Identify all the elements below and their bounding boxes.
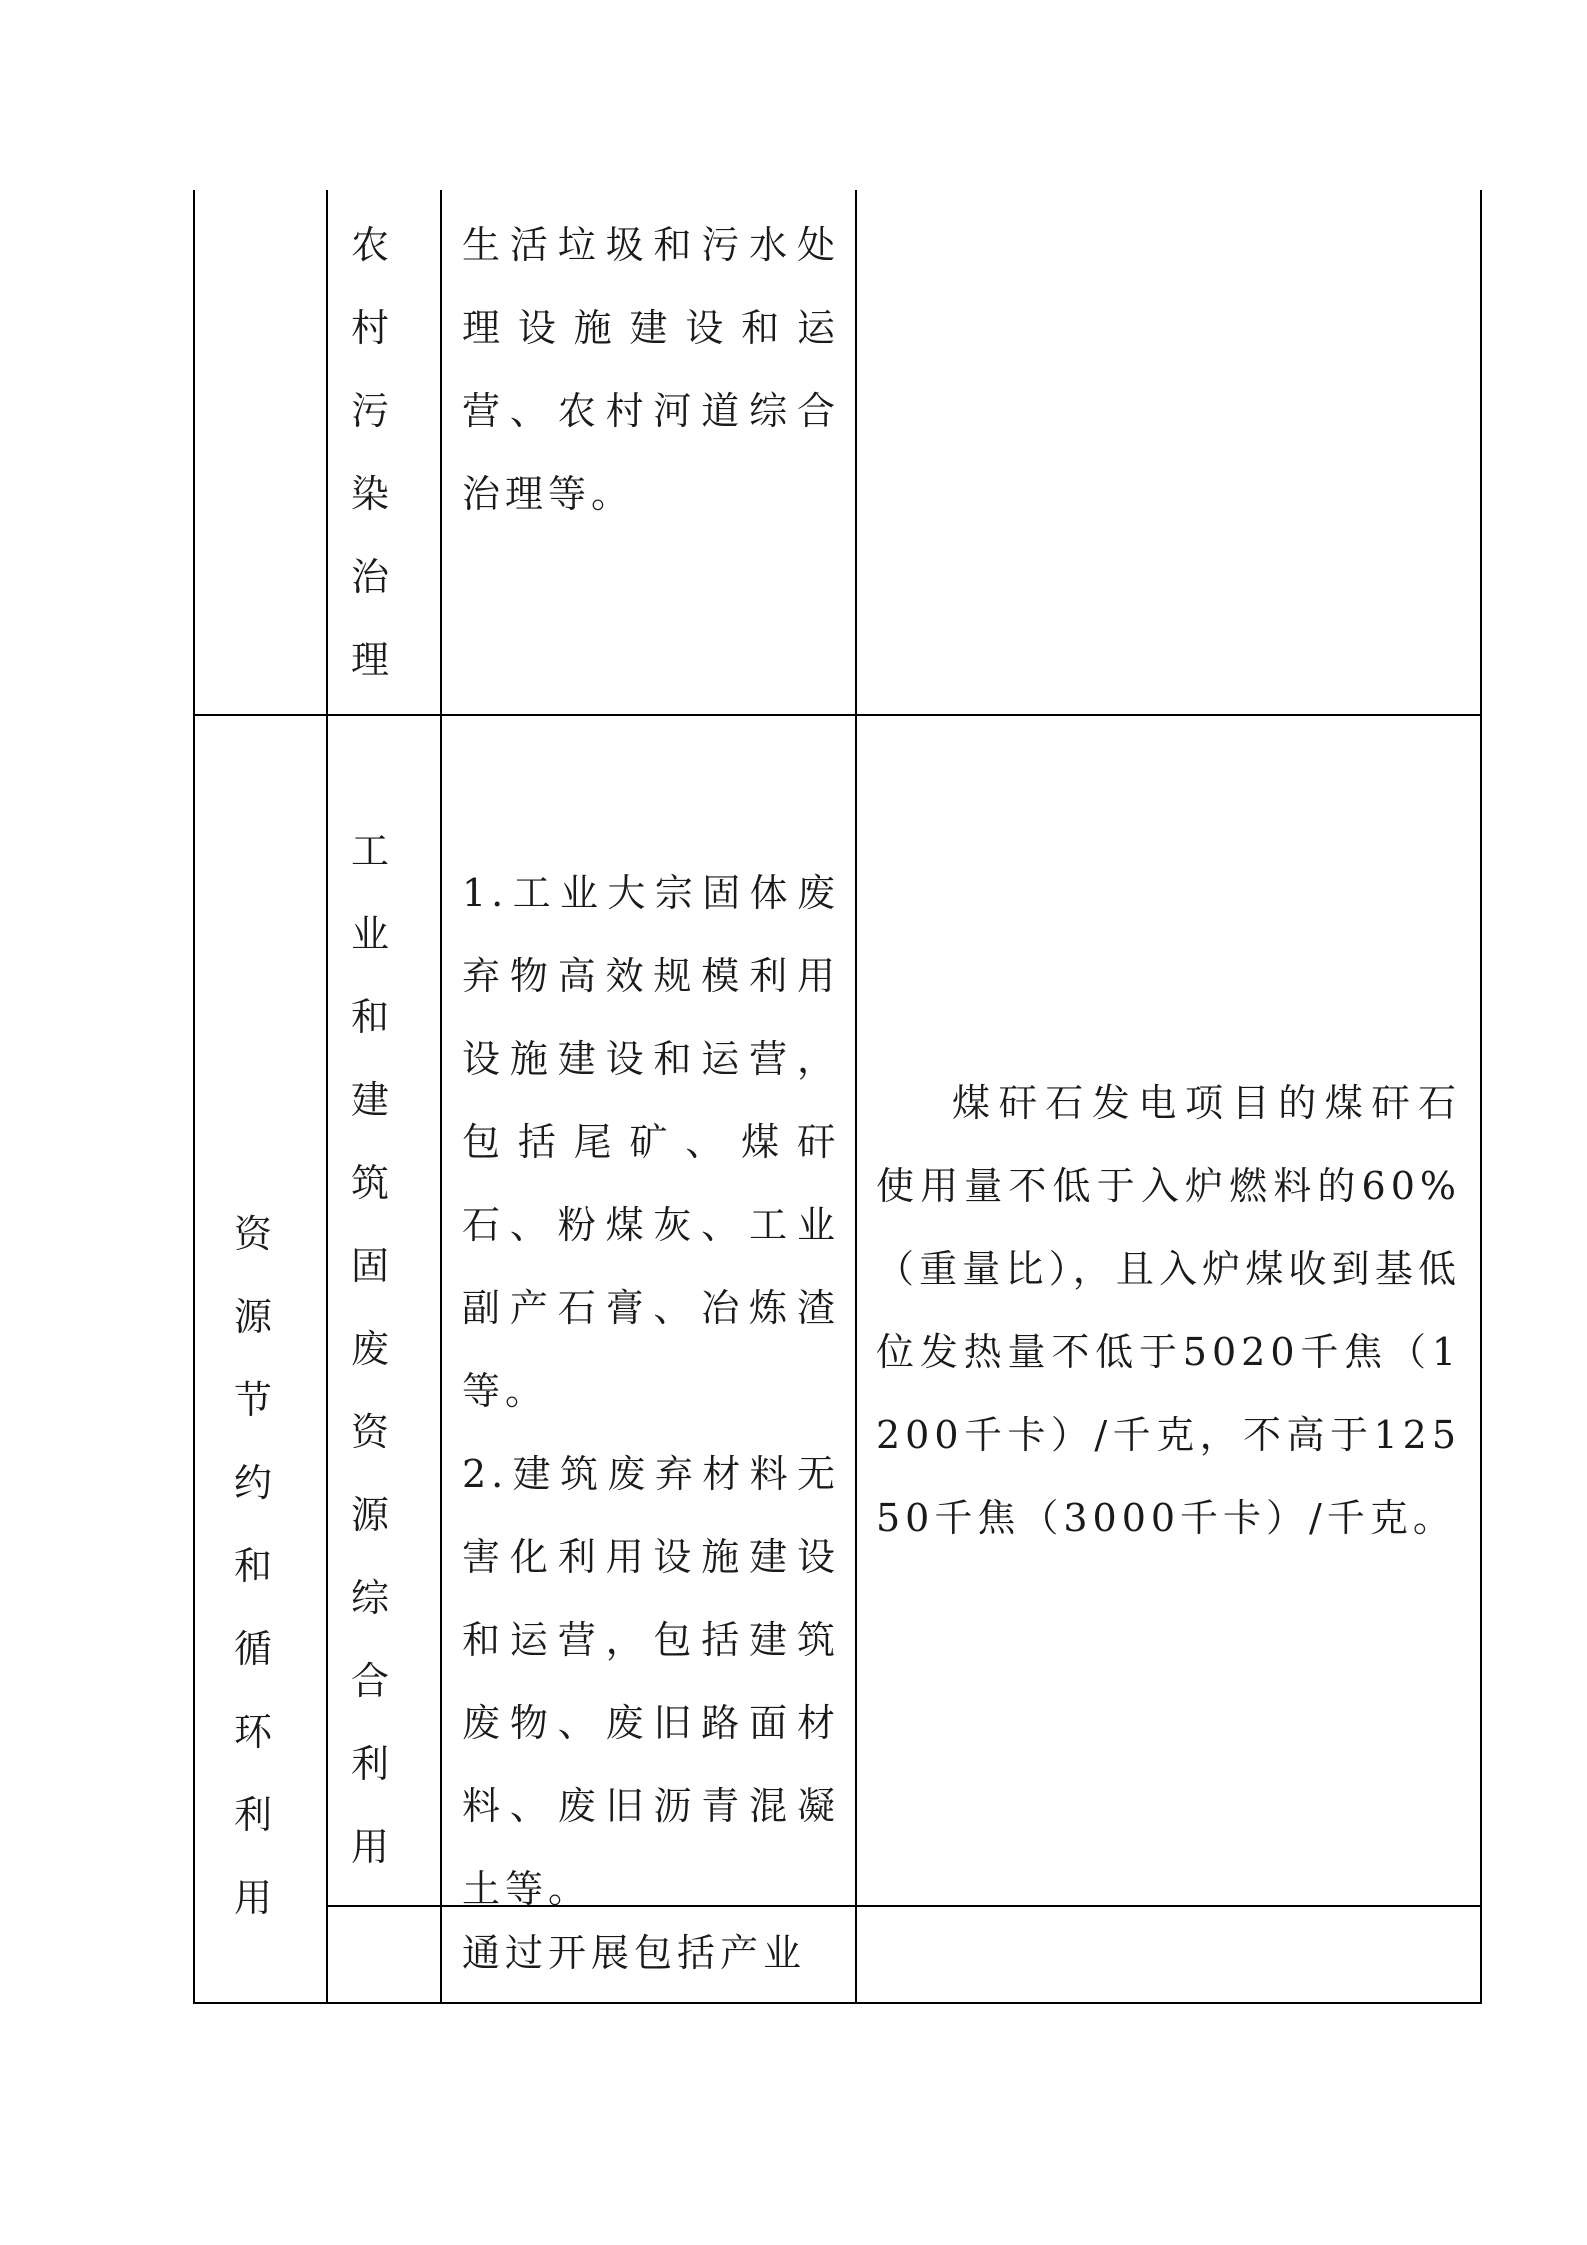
rural-content-cell: 生活垃圾和污水处理设施建设和运营、农村河道综合治理等。 bbox=[462, 223, 840, 516]
next-content-cell: 通过开展包括产业 bbox=[462, 1931, 807, 1975]
content-item-2: 2.建筑废弃材料无害化利用设施建设和运营，包括建筑废物、废旧路面材料、废旧沥青混凝土等。 bbox=[462, 1452, 840, 1911]
table-border-col2 bbox=[440, 190, 442, 2003]
resource-content-cell bbox=[462, 852, 840, 1931]
table-border-bottom bbox=[193, 2002, 1482, 2004]
content-item-1: 1.工业大宗固体废弃物高效规模利用设施建设和运营，包括尾矿、煤矸石、粉煤灰、工业副产石膏、冶炼渣等。 bbox=[462, 871, 840, 1413]
table-border-col3 bbox=[855, 190, 857, 2003]
table-row-divider-1 bbox=[193, 714, 1482, 716]
resource-subcategory-cell: 工业和建筑固废资源综合利用 bbox=[350, 829, 389, 1869]
table-border-col1 bbox=[326, 190, 328, 2003]
table-border-right bbox=[1480, 190, 1482, 2003]
resource-criteria-cell: 煤矸石发电项目的煤矸石使用量不低于入炉燃料的60%（重量比），且入炉煤收到基低位发热量不低于5020千焦（1200千卡）/千克，不高于12550千焦（3000千卡）/千克。 bbox=[876, 1081, 1461, 1540]
resource-category-cell: 资源节约和循环利用 bbox=[233, 1212, 284, 1920]
rural-subcategory-cell: 农村污染治理 bbox=[350, 223, 389, 682]
table-border-left bbox=[193, 190, 195, 2003]
